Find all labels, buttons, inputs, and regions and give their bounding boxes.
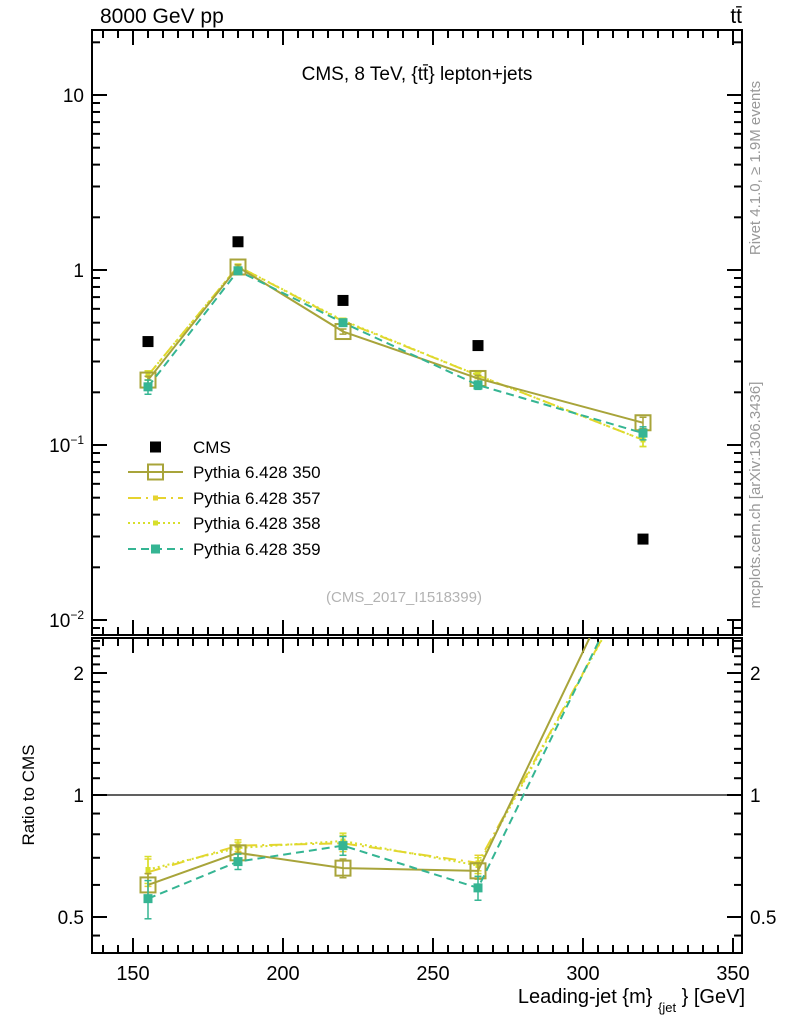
x-axis-title-sub: {jet [657,1000,677,1015]
x-tick-label: 350 [716,963,750,985]
y-main-tick-label: 1 [73,261,84,282]
ratio-axis-title: Ratio to CMS [19,744,38,846]
panel-frames [92,30,742,953]
legend-label: Pythia 6.428 357 [193,489,321,508]
legend-label: Pythia 6.428 358 [193,514,321,533]
series-ratio-pythia-6-428-350 [141,512,647,897]
y-ratio-tick-label-right: 2 [750,663,761,685]
axis-ticks [92,30,742,953]
legend-label: Pythia 6.428 350 [193,463,321,482]
y-main-tick-label: $10^{-2}$ [49,608,84,632]
legend-item-pythia-6-428-358 [128,514,321,533]
y-main-tick-label: 10 [62,86,84,107]
mcplots-arxiv-note: mcplots.cern.ch [arXiv:1306.3436] [747,381,764,609]
series-main-pythia-6-428-350 [141,260,651,431]
x-tick-label: 150 [116,963,150,985]
legend-label: Pythia 6.428 359 [193,540,321,559]
process-label: tt̄ [730,5,742,28]
y-ratio-tick-label-left: 1 [73,786,84,807]
x-axis-title [518,986,745,1017]
chart-layer [49,30,776,985]
rivet-version-note: Rivet 4.1.0, ≥ 1.9M events [747,80,764,256]
y-ratio-tick-label-right: 1 [750,786,761,807]
y-ratio-tick-label-left: 0.5 [57,908,84,930]
y-main-tick-label: $10^{-1}$ [49,433,84,457]
x-axis-title-end: } [GeV] [681,986,745,1008]
legend-item-pythia-6-428-357 [128,489,321,508]
beam-energy-label: 8000 GeV pp [100,5,224,28]
y-ratio-tick-label-right: 0.5 [750,908,777,930]
axis-tick-labels [49,86,776,985]
plot-title: CMS, 8 TeV, {tt̄} lepton+jets [301,64,533,85]
x-tick-label: 200 [266,963,300,985]
x-axis-title-main: Leading-jet {m} [517,986,653,1008]
legend-item-pythia-6-428-350 [128,463,321,482]
legend [128,438,321,559]
y-ratio-tick-label-left: 2 [73,663,84,685]
x-tick-label: 300 [566,963,600,985]
x-tick-label: 250 [416,963,450,985]
analysis-id-watermark: (CMS_2017_I1518399) [326,589,482,606]
legend-item-pythia-6-428-359 [128,540,321,559]
legend-label: CMS [193,438,231,457]
legend-item-cms [150,438,231,457]
